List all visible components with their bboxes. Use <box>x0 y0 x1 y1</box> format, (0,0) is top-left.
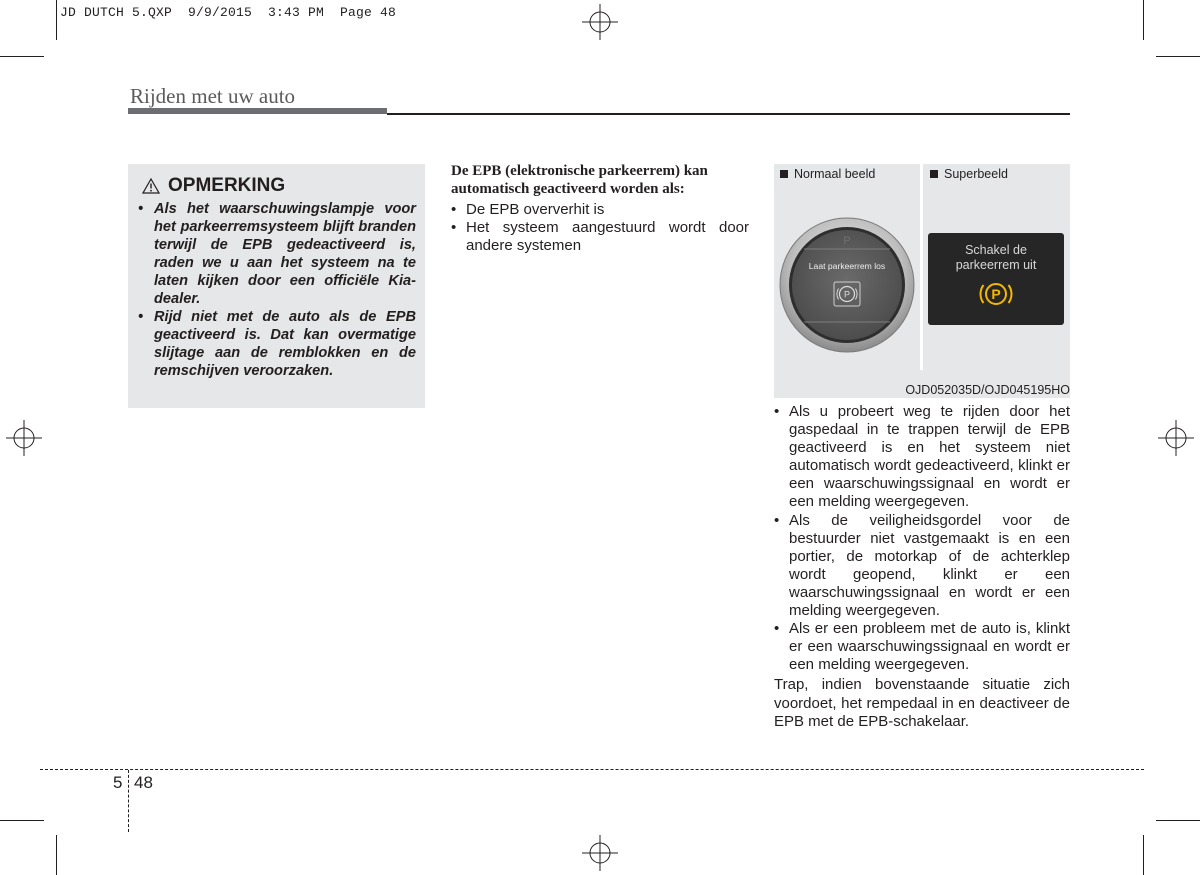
square-bullet-icon <box>930 170 938 178</box>
right-item: • Als er een probleem met de auto is, klinkt er een waarschuwingssignaal en wordt er een melding weergegeven. <box>774 620 1070 674</box>
header-rule-thin <box>387 113 1070 115</box>
figure-caption: OJD052035D/OJD045195HO <box>905 383 1070 397</box>
chapter-number: 5 <box>113 773 123 792</box>
notice-item: • Rijd niet met de auto als de EPB geactiveerd is. Dat kan overmatige slijtage aan de remblokken en de remschijven veroorzaken. <box>138 309 416 379</box>
notice-header <box>142 175 285 197</box>
right-column <box>774 403 1070 731</box>
super-display-message: Schakel de parkeerrem uit <box>955 243 1037 272</box>
closing-paragraph: Trap, indien bovenstaande situatie zich voordoet, het rempedaal in en deactiveer de EPB met de EPB-schakelaar. <box>774 676 1070 730</box>
figure-epb-display <box>774 164 1070 398</box>
middle-item: • Het systeem aangestuurd wordt door andere systemen <box>451 219 749 254</box>
header-rule-thick <box>128 108 387 114</box>
middle-list <box>451 201 749 255</box>
middle-heading: De EPB (elektronische parkeerrem) kan automatisch geactiveerd worden als: <box>451 163 708 197</box>
notice-item: • Als het waarschuwingslampje voor het parkeerremsysteem blijft branden terwijl de EPB gedeactiveerd is, raden we u aan het systeem na te laten kijken door een officiële Kia-dealer. <box>138 201 416 307</box>
page-number: 48 <box>134 773 153 792</box>
figure-divider <box>920 164 923 370</box>
print-header: JD DUTCH 5.QXP 9/9/2015 3:43 PM Page 48 <box>60 5 397 20</box>
registration-mark-bottom <box>582 835 618 871</box>
parking-brake-warning-icon <box>976 278 1016 310</box>
super-display-panel <box>928 233 1064 325</box>
footer-divider <box>128 770 129 832</box>
middle-column <box>451 162 749 255</box>
gauge-top-glyph: P <box>843 235 851 247</box>
notice-box <box>128 164 425 408</box>
warning-triangle-icon <box>142 178 160 194</box>
right-item: • Als u probeert weg te rijden door het gaspedaal in te trappen terwijl de EPB geactiveerd is en het systeem niet automatisch wordt gedeactiveerd, klinkt er een waarschuwingssignaal en wordt er een melding weergegeven. <box>774 403 1070 511</box>
footer-rule <box>40 769 1144 770</box>
right-item: • Als de veiligheidsgordel voor de bestuurder niet vastgemaakt is en een portier, de motorkap of de achterklep wordt geopend, klinkt er een waarschuwingssignaal en wordt er een melding weergegeven. <box>774 511 1070 620</box>
registration-mark-right <box>1158 420 1194 456</box>
notice-list <box>138 200 416 380</box>
cluster-gauge-illustration <box>778 216 916 354</box>
middle-item: • De EPB oververhit is <box>451 201 605 218</box>
registration-mark-top <box>582 4 618 40</box>
figure-label-super: Superbeeld <box>930 167 1008 181</box>
registration-mark-left <box>6 420 42 456</box>
square-bullet-icon <box>780 170 788 178</box>
svg-text:P: P <box>991 286 1001 302</box>
svg-text:P: P <box>843 289 851 300</box>
gauge-message: Laat parkeerrem los <box>808 261 886 271</box>
section-title: Rijden met uw auto <box>130 84 296 108</box>
figure-label-normal: Normaal beeld <box>780 167 875 181</box>
notice-title: OPMERKING <box>168 175 286 196</box>
